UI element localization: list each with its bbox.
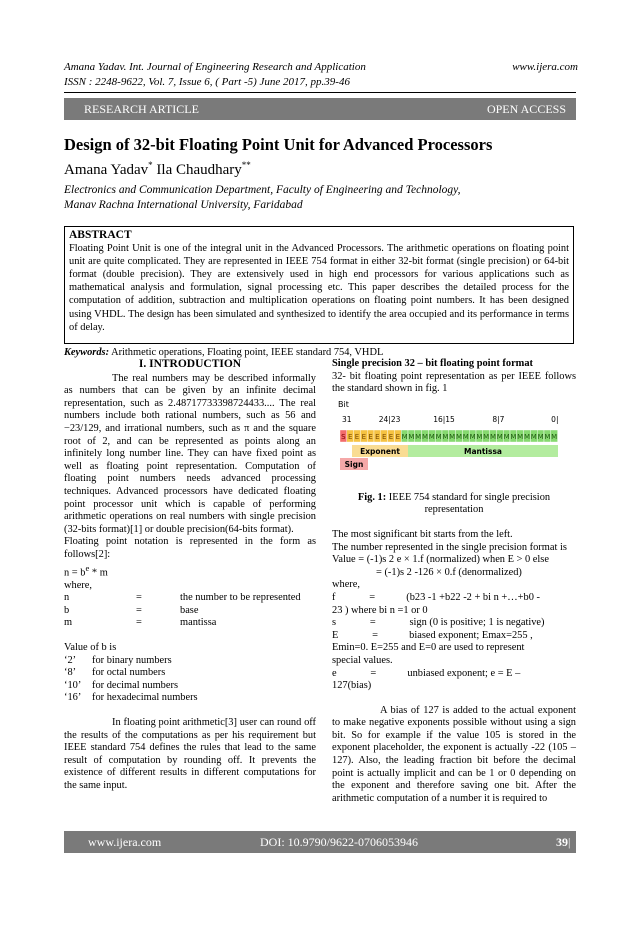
value-denormalized: = (-1)s 2 -126 × 0.f (denormalized) (376, 566, 522, 578)
subsection-heading: Single precision 32 – bit floating point format (332, 358, 533, 369)
intro-paragraph-3: In floating point arithmetic[3] user can round off the results of the computations as per his requirement but IEEE standard 754 defines the rules that lead to the same result of computation by rounding off. It prevents the existence of different results in different computations for the same input. (64, 716, 316, 791)
formula-base: n = b (64, 566, 86, 578)
bit-cell-letter: M (428, 432, 435, 441)
formula (64, 562, 316, 580)
bit-cell-letter: M (435, 432, 442, 441)
s-definition: s = sign (0 is positive; 1 is negative) (332, 617, 545, 629)
bit-cell-letter: E (395, 432, 401, 441)
bit-cell-letter: S (341, 432, 346, 441)
journal-line: Amana Yadav. Int. Journal of Engineering Research and Application (64, 61, 366, 73)
exponent-label: Exponent (360, 446, 400, 456)
base-row (64, 655, 316, 668)
research-article-label: RESEARCH ARTICLE (84, 102, 199, 116)
bit-cell-letter: M (449, 432, 456, 441)
abstract-box (64, 226, 574, 344)
mantissa-label: Mantissa (463, 446, 503, 456)
bit-cell-letter: E (347, 432, 353, 441)
e-definition: e = unbiased exponent; e = E – (332, 667, 521, 679)
bit-cell-letter: E (368, 432, 373, 441)
footer-doi: DOI: 10.9790/9622-0706053946 (260, 835, 418, 849)
ieee754-figure (332, 398, 562, 488)
f-definition: f = (b23 -1 +b22 -2 + bi n +…+b0 - (332, 591, 540, 603)
bit-cell-letter: E (361, 432, 367, 441)
bit-cell-letter: M (462, 432, 469, 441)
E-definition: E = biased exponent; Emax=255 , (332, 629, 533, 641)
footer-page (556, 831, 575, 937)
base-row (64, 680, 316, 693)
page-label: | P a g e (568, 835, 575, 937)
affiliation-line-1: Electronics and Communication Department, Faculty of Engineering and Technology, (64, 184, 461, 196)
base-row (64, 692, 316, 705)
author-2-mark: ** (241, 160, 251, 170)
def-symbol: m (64, 617, 73, 629)
bit-cell-letter: E (388, 432, 394, 441)
author-2: Ila Chaudhary (156, 162, 242, 178)
base-row (64, 667, 316, 680)
caption-text: IEEE 754 standard for single precision representation (386, 491, 551, 516)
def-symbol: n (64, 592, 70, 604)
page-number: 39 (556, 835, 568, 849)
bit-cell-letter: E (354, 432, 360, 441)
article-type-band (64, 98, 576, 120)
bit-cell-letter: M (442, 432, 449, 441)
bit-cell-letter: E (381, 432, 387, 441)
where-label-right: where, (332, 579, 360, 591)
right-paragraph-3: The number represented in the single precision format is (332, 541, 567, 553)
base-value: ‘16’ (64, 692, 82, 704)
base-value: ‘10’ (64, 679, 82, 691)
def-eq: = (136, 604, 142, 616)
bit-cell-letter: M (469, 432, 476, 441)
base-desc: for octal numbers (92, 667, 166, 679)
header-url[interactable]: www.ijera.com (512, 61, 578, 73)
authors (64, 160, 251, 179)
issn-line: ISSN : 2248-9622, Vol. 7, Issue 6, ( Part -5) June 2017, pp.39-46 (64, 76, 350, 88)
E-definition-cont: Emin=0. E=255 and E=0 are used to represent (332, 642, 525, 654)
bit-cell-letter: E (375, 432, 380, 441)
section-heading: I. INTRODUCTION (138, 358, 242, 370)
base-value: ‘8’ (64, 667, 77, 679)
def-eq: = (136, 617, 142, 629)
right-paragraph-2: The most significant bit starts from the left. (332, 528, 513, 540)
f-definition-cont: 23 ) where bi n =1 or 0 (332, 604, 428, 616)
bit-cell-letter: M (537, 432, 544, 441)
formula-exp: e (85, 562, 90, 573)
bit-cell-letter: M (415, 432, 422, 441)
affiliation-line-2: Manav Rachna International University, Faridabad (64, 199, 303, 211)
author-1: Amana Yadav (64, 162, 149, 178)
sign-label: Sign (344, 459, 364, 469)
bit-cell-letter: M (401, 432, 408, 441)
def-eq: = (136, 592, 142, 604)
base-desc: for binary numbers (92, 654, 172, 666)
bit-tick-label: 16|15 (433, 414, 455, 424)
bit-cell-letter: M (421, 432, 429, 441)
bit-label: Bit (338, 399, 349, 409)
left-column (64, 358, 316, 792)
bit-cell-letter: M (496, 432, 503, 441)
bit-cell-letter: M (544, 432, 551, 441)
footer-url[interactable]: www.ijera.com (88, 835, 162, 849)
where-label: where, (64, 579, 92, 591)
bit-cell-letter: M (530, 432, 537, 441)
bit-cell-letter: M (517, 432, 524, 441)
base-heading: Value of b is (64, 641, 117, 653)
bit-cell-letter: M (523, 432, 531, 441)
bit-tick-label: 31 (342, 414, 352, 424)
running-header (64, 60, 578, 90)
bit-cell-letter: M (510, 432, 517, 441)
bit-tick-label: 0| (551, 414, 559, 424)
bit-cell-letter: M (483, 432, 490, 441)
def-symbol: b (64, 604, 70, 616)
bit-cell-letter: M (503, 432, 510, 441)
open-access-label: OPEN ACCESS (486, 102, 566, 116)
paper-title: Design of 32-bit Floating Point Unit for Advanced Processors (64, 135, 493, 154)
e-definition-cont: 127(bias) (332, 680, 372, 692)
def-row (64, 605, 316, 618)
right-paragraph-1: 32- bit floating point representation as per IEEE follows the standard shown in fig. 1 (332, 370, 576, 395)
def-desc: the number to be represented (180, 592, 301, 604)
intro-paragraph-1: The real numbers may be described informally as numbers that can be given by an infinite decimal representation, such as 2.48717733398724433.... The real numbers include both rational numbers, such as 56 and −23/129, and irrational numbers, such as π and the square root of 2, and can be represented as points along an infinitely long number line. They can have fixed point as well as floating point representation. Computation of floating point numbers needs advanced processing techniques. Advanced processors have dedicated floating point processor unit which is capable of performing arithmetic operations on real numbers with single precision (32-bits format)[1] or double precision(64-bits format). (64, 372, 316, 535)
base-value: ‘2’ (64, 654, 77, 666)
right-column (332, 358, 576, 805)
abstract-heading: ABSTRACT (69, 229, 132, 241)
value-normalized: Value = (-1)s 2 e × 1.f (normalized) when E > 0 else (332, 554, 549, 566)
right-paragraph-4: A bias of 127 is added to the actual exponent to make negative exponents possible without using a sign bit. So for example if the value 105 is stored in the exponent placeholder, the exponent is actually -22 (105 – 127). Also, the leading fraction bit before the decimal point is actually implicit and can be 1 or 0 depending on the exponent and therefore saving one bit. After the arithmetic computation of a number it is required to (332, 704, 576, 804)
def-desc: mantissa (180, 617, 217, 629)
base-desc: for hexadecimal numbers (92, 692, 198, 704)
caption-label: Fig. 1: (357, 491, 387, 503)
bit-cell-letter: M (408, 432, 415, 441)
def-row (64, 592, 316, 605)
keywords-label: Keywords: (64, 347, 110, 358)
E-definition-cont2: special values. (332, 654, 393, 666)
keywords (64, 347, 383, 358)
bit-cell-letter: M (455, 432, 463, 441)
abstract-text: Floating Point Unit is one of the integral unit in the Advanced Processors. The arithmetic operations on floating point unit are quite complicated. They are represented in IEEE 754 format in either 32-bit format (single precision) or 64-bit format (double precision). They are extensively used in high end processors for various applications such as mathematical analysis and formulation, signal processing etc. This paper describes the detailed process for the computation of addition, subtraction and multiplication operations on floating point numbers. It has been designed using VHDL. The design has been simulated and synthesized to identify the area occupied and its performance in terms of delay. (69, 243, 569, 333)
header-rule (64, 92, 576, 93)
base-desc: for decimal numbers (92, 679, 178, 691)
bit-cell-letter: M (489, 432, 497, 441)
affiliation (64, 183, 460, 213)
formula-tail: * m (89, 566, 108, 578)
footer-band (64, 831, 576, 937)
figure-caption (332, 492, 576, 517)
intro-paragraph-2: Floating point notation is represented in the form as follows[2]: (64, 536, 316, 560)
bit-cell-letter: M (551, 432, 558, 441)
author-1-mark: * (148, 160, 153, 170)
keywords-text: Arithmetic operations, Floating point, IEEE standard 754, VHDL (111, 347, 384, 358)
def-desc: base (180, 604, 199, 616)
bit-cell-letter: M (476, 432, 483, 441)
bit-tick-label: 24|23 (378, 414, 401, 424)
bit-tick-label: 8|7 (492, 414, 505, 424)
def-row (64, 617, 316, 630)
